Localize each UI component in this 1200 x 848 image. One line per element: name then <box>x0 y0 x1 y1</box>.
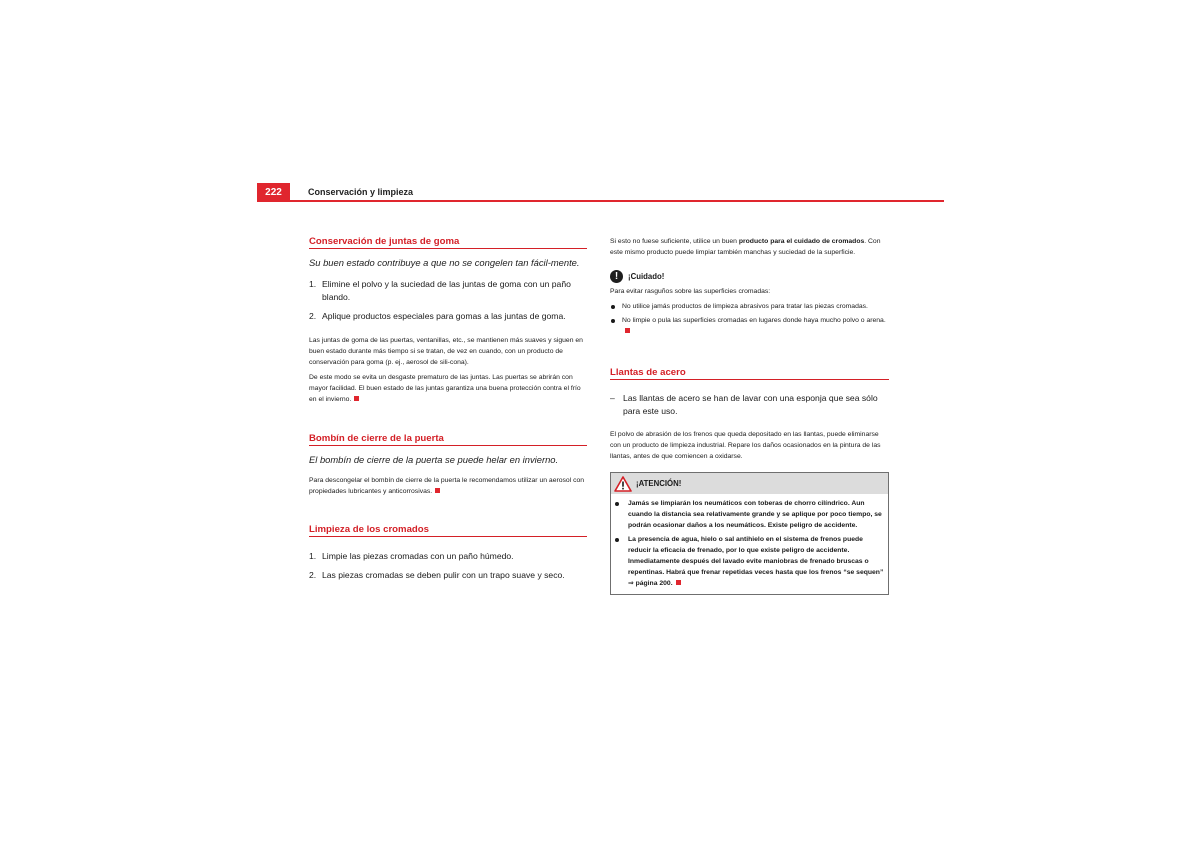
bullet-text: Jamás se limpiarán los neumáticos con toberas de chorro cilíndrico. Aun cuando la distancia sea relativamente grande y se aplique por poco tiempo, se podrán ocasionar daños a los neumáticos. Existe peligro de accidente. <box>628 500 882 529</box>
step-item <box>309 569 587 582</box>
bullet-text: La presencia de agua, hielo o sal antihielo en el sistema de frenos puede reducir la eficacia de frenado, por lo que existe peligro de accidente. Inmediatamente después del lavado evite maniobras de frenado bruscas o repentinas. Habrá que frenar repetidas veces hasta que los frenos “se sequen” ⇒ página 200. <box>628 536 884 587</box>
warning-title: ¡ATENCIÓN! <box>636 479 682 488</box>
caution-header <box>610 270 889 283</box>
caution-intro: Para evitar rasguños sobre las superficies cromadas: <box>610 288 771 295</box>
steps-cromados <box>309 550 587 582</box>
bullet-dot-icon <box>611 319 615 323</box>
paragraph-text: Si esto no fuese suficiente, utilice un buen <box>610 238 739 245</box>
instruction-item <box>610 392 889 417</box>
dash-marker: – <box>610 393 615 403</box>
paragraph-text: De este modo se evita un desgaste prematuro de las juntas. Las puertas se abrirán con mayor facilidad. El buen estado de las juntas garantiza una buena protección contra el frío en el invierno. <box>309 373 581 403</box>
step-text: Aplique productos especiales para gomas a las juntas de goma. <box>322 311 566 321</box>
step-number: 2. <box>309 311 317 321</box>
section-heading-juntas: Conservación de juntas de goma <box>309 236 587 249</box>
bullet-dot-icon <box>611 305 615 309</box>
paragraph-with-end-mark <box>309 372 587 405</box>
warning-bullet <box>614 534 885 589</box>
step-text: Las piezas cromadas se deben pulir con un trapo suave y seco. <box>322 570 565 580</box>
step-number: 1. <box>309 279 317 289</box>
step-item <box>309 550 587 563</box>
page-number: 222 <box>257 183 290 201</box>
step-item <box>309 278 587 303</box>
end-of-section-marker <box>625 328 630 333</box>
step-text: Elimine el polvo y la suciedad de las juntas de goma con un paño blando. <box>322 279 571 302</box>
header-rule <box>257 200 944 202</box>
warning-triangle-icon <box>614 476 632 492</box>
paragraph-text: Para descongelar el bombín de cierre de la puerta le recomendamos utilizar un aerosol con propiedades lubricantes y anticorrosivas. <box>309 476 585 495</box>
paragraph: El polvo de abrasión de los frenos que queda depositado en las llantas, puede eliminarse con un producto de limpieza industrial. Repare los daños ocasionados en la pintura de las llantas, antes de que comiencen a oxidarse. <box>610 431 881 460</box>
end-of-section-marker <box>676 580 681 585</box>
paragraph-text: . Con este mismo producto puede limpiar también manchas y suciedad de la superficie. <box>610 238 881 256</box>
section-heading-cromados: Limpieza de los cromados <box>309 524 587 537</box>
paragraph: Las juntas de goma de las puertas, ventanillas, etc., se mantienen más suaves y siguen en buen estado durante más tiempo si se tratan, de vez en cuando, con un producto de conservación para goma (p. ej., aerosol de sili-cona). <box>309 336 583 366</box>
caution-bullet <box>610 315 889 337</box>
bullet-dot-icon <box>615 502 619 506</box>
chapter-title: Conservación y limpieza <box>308 187 414 197</box>
bullet-dot-icon <box>615 538 619 542</box>
step-text: Limpie las piezas cromadas con un paño húmedo. <box>322 550 514 561</box>
section-lead-juntas: Su buen estado contribuye a que no se congelen tan fácil-mente. <box>309 257 580 268</box>
warning-box <box>610 472 889 595</box>
left-column <box>309 236 587 589</box>
bullet-text: No limpie o pula las superficies cromadas en lugares donde haya mucho polvo o arena. <box>622 317 886 324</box>
paragraph-with-end-mark <box>309 475 587 497</box>
step-number: 1. <box>309 550 317 561</box>
step-item <box>309 310 587 323</box>
instruction-text: Las llantas de acero se han de lavar con una esponja que sea sólo para este uso. <box>623 393 878 416</box>
steps-juntas <box>309 278 587 323</box>
right-column <box>610 236 889 595</box>
emphasized-text: producto para el cuidado de cromados <box>738 238 865 245</box>
section-heading-bombin: Bombín de cierre de la puerta <box>309 433 587 446</box>
warning-body <box>611 494 888 594</box>
caution-title: ¡Cuidado! <box>628 272 665 281</box>
section-heading-llantas: Llantas de acero <box>610 367 889 380</box>
end-of-section-marker <box>435 488 440 493</box>
paragraph-cromados-cont <box>610 236 889 258</box>
caution-bullet <box>610 301 889 312</box>
end-of-section-marker <box>354 396 359 401</box>
exclamation-icon: ! <box>610 270 623 283</box>
section-lead-bombin: El bombín de cierre de la puerta se puede helar en invierno. <box>309 453 559 465</box>
step-number: 2. <box>309 570 317 580</box>
bullet-text: No utilice jamás productos de limpieza abrasivos para tratar las piezas cromadas. <box>622 303 868 310</box>
warning-bullet <box>614 498 885 531</box>
warning-header <box>611 473 888 494</box>
